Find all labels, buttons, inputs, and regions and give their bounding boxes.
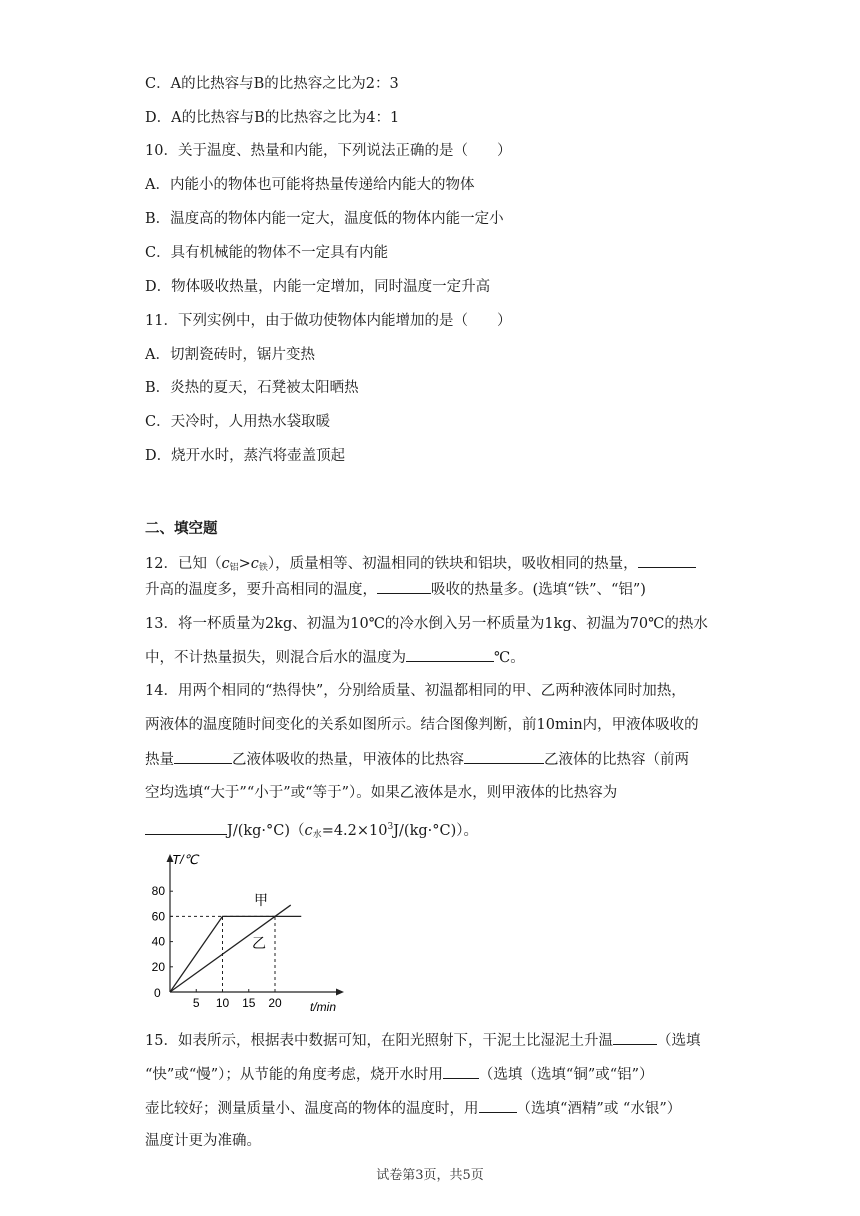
q15-line-4: 温度计更为准确。 xyxy=(145,1133,261,1149)
x-tick-label: 5 xyxy=(192,996,200,1010)
q9-option-c: C．A的比热容与B的比热容之比为2：3 xyxy=(145,76,399,92)
section-title: 二、填空题 xyxy=(145,520,218,537)
y-tick-label: 40 xyxy=(151,934,165,949)
q14-line3c: 乙液体的比热容（前两 xyxy=(544,752,689,768)
q12-blank-2[interactable] xyxy=(377,579,431,594)
q12-line-2 xyxy=(145,579,646,600)
graph-axes xyxy=(167,854,345,996)
q11-stem: 11．下列实例中，由于做功使物体内能增加的是（ ） xyxy=(145,313,512,329)
y-tick-label: 60 xyxy=(151,909,165,924)
q14-line-5 xyxy=(145,817,478,845)
y-axis-label: T/℃ xyxy=(172,852,199,867)
series-line-jia xyxy=(170,916,301,992)
series-label-jia: 甲 xyxy=(254,892,268,908)
q15-line-2 xyxy=(145,1064,654,1085)
q14-line5d: J/(kg·°C)）。 xyxy=(393,822,479,839)
q12-prefix: 12．已知（ xyxy=(145,556,222,572)
x-tick-label: 10 xyxy=(215,996,230,1010)
q14-blank-3[interactable] xyxy=(145,820,227,835)
series-line-yi xyxy=(170,905,291,992)
y-tick-label: 20 xyxy=(151,959,165,974)
x-tick-label: 20 xyxy=(268,996,282,1010)
q15-line1b: （选填 xyxy=(656,1033,701,1049)
x-axis-arrow xyxy=(336,989,344,996)
q14-line-2: 两液体的温度随时间变化的关系如图所示。结合图像判断，前10min内，甲液体吸收的 xyxy=(145,717,699,733)
q9-option-d: D．A的比热容与B的比热容之比为4：1 xyxy=(145,110,400,126)
q10-option-d: D．物体吸收热量，内能一定增加，同时温度一定升高 xyxy=(145,279,491,295)
y-tick-label: 80 xyxy=(151,884,165,899)
q12-c1: c xyxy=(221,556,230,572)
q14-line5b: =4.2×10 xyxy=(321,822,388,839)
graph-series xyxy=(170,905,301,992)
q15-blank-1[interactable] xyxy=(613,1030,657,1045)
q11-option-c: C．天冷时，人用热水袋取暖 xyxy=(145,414,331,430)
q15-blank-3[interactable] xyxy=(479,1098,517,1113)
q11-option-a: A．切割瓷砖时，锯片变热 xyxy=(145,347,315,363)
q12-gt: > xyxy=(238,556,251,572)
q14-line-4: 空均选填“大于”“小于”或“等于”）。如果乙液体是水，则甲液体的比热容为 xyxy=(145,785,618,801)
q10-option-b: B．温度高的物体内能一定大，温度低的物体内能一定小 xyxy=(145,211,504,227)
q12-blank-1[interactable] xyxy=(638,553,696,568)
q14-line-1: 14．用两个相同的“热得快”，分别给质量、初温都相同的甲、乙两种液体同时加热， xyxy=(145,683,686,699)
q14-line3b: 乙液体吸收的热量，甲液体的比热容 xyxy=(232,752,464,768)
q10-stem: 10．关于温度、热量和内能，下列说法正确的是（ ） xyxy=(145,143,512,159)
q15-blank-2[interactable] xyxy=(443,1064,479,1079)
q14-line5a: J/(kg·°C)（ xyxy=(227,822,305,839)
q14-c-water: c xyxy=(304,822,313,839)
q10-option-a: A．内能小的物体也可能将热量传递给内能大的物体 xyxy=(145,177,475,193)
q13-line2a: 中，不计热量损失，则混合后水的温度为 xyxy=(145,650,406,666)
q14-blank-2[interactable] xyxy=(464,749,544,764)
origin-label: 0 xyxy=(154,986,161,1000)
q12-mid: ），质量相等、初温相同的铁块和铝块，吸收相同的热量， xyxy=(267,556,638,572)
q15-line-1 xyxy=(145,1030,700,1051)
q13-line-2 xyxy=(145,647,525,668)
q15-line2a: “快”或“慢”）；从节能的角度考虑，烧开水时用 xyxy=(145,1067,443,1083)
temperature-time-graph xyxy=(140,850,360,1015)
q12-sub2: 铁 xyxy=(258,563,268,573)
q13-line2b: ℃。 xyxy=(494,650,525,666)
q14-line3a: 热量 xyxy=(145,752,174,768)
q12-c2: c xyxy=(250,556,259,572)
q15-line3a: 壶比较好；测量质量小、温度高的物体的温度时，用 xyxy=(145,1101,479,1117)
q12-line2b: 吸收的热量多。(选填“铁”、“铝”) xyxy=(431,582,646,598)
x-tick-label: 15 xyxy=(242,996,256,1010)
q15-line-3 xyxy=(145,1098,681,1119)
q11-option-b: B．炎热的夏天，石凳被太阳晒热 xyxy=(145,380,359,396)
q15-line2b: （选填（选填“铜”或“铝”） xyxy=(478,1067,654,1083)
q10-option-c: C．具有机械能的物体不一定具有内能 xyxy=(145,245,389,261)
q12-line2a: 升高的温度多，要升高相同的温度， xyxy=(145,582,377,598)
q12-line-1 xyxy=(145,553,696,578)
q11-option-d: D．烧开水时，蒸汽将壶盖顶起 xyxy=(145,448,346,464)
series-label-yi: 乙 xyxy=(252,935,266,951)
x-axis-label: t/min xyxy=(310,1000,337,1014)
q14-line-3 xyxy=(145,749,689,770)
q14-sub-water: 水 xyxy=(312,829,322,840)
q15-line1a: 15．如表所示，根据表中数据可知，在阳光照射下，干泥土比湿泥土升温 xyxy=(145,1033,613,1049)
q14-blank-1[interactable] xyxy=(174,749,232,764)
q13-line-1: 13．将一杯质量为2kg、初温为10℃的冷水倒入另一杯质量为1kg、初温为70℃的热水 xyxy=(145,616,708,632)
page-footer: 试卷第3页，共5页 xyxy=(376,1168,484,1183)
q13-blank[interactable] xyxy=(406,647,494,662)
q15-line3b: （选填“酒精”或 “水银”） xyxy=(516,1101,682,1117)
q12-sub1: 铝 xyxy=(229,563,239,573)
q14-sup: 3 xyxy=(387,822,394,832)
